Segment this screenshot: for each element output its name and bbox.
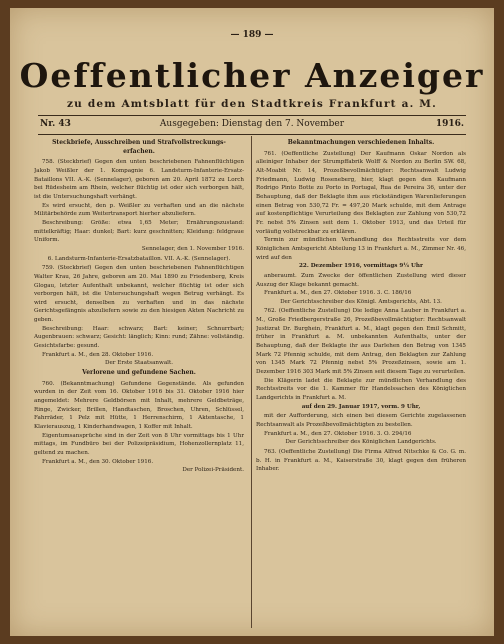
issue-year: 1916. — [435, 119, 464, 129]
notice-758-signer: 6. Landsturm-Infanterie-Ersatzbataillon. VII. A.-K. (Sennelager). — [47, 255, 231, 262]
newspaper-page — [10, 8, 494, 636]
right-column — [256, 138, 466, 628]
masthead: Oeffentlicher Anzeiger — [19, 56, 485, 95]
notice-759-date: Frankfurt a. M., den 28. Oktober 1916. — [42, 351, 154, 358]
notice-762-signer: Der Gerichtsschreiber des Königlichen Landgerichts. — [285, 439, 437, 446]
notice-759: 759. (Steckbrief) Gegen den unten beschriebenen Fahnenflüchtigen Walter Krau, 26 Jahre, geboren am 20. Mai 1890 zu Friedenberg, Kreis Glogau, letzter Aufenthalt unbekannt, welcher flüchtig ist oder sich verborgen hält, ist die Untersuchungshaft wegen Betrug verhängt. Es wird ersucht, denselben zu verhaften und in das nächste Gerichtsgefängnis abzuliefern sowie zu den hiesigen Akten Nachricht zu geben. — [34, 265, 244, 324]
notice-762-summons: Die Klägerin ladet die Beklagte zur mündlichen Verhandlung des Rechtsstreits vor die 1. Kammer für Handelssachen des Königlichen Landgerichts in Frankfurt a. M. — [256, 377, 466, 402]
notice-758-request: Es wird ersucht, den p. Weißler zu verhaften und an die nächste Militärbehörde zum Weitertransport hierher abzuliefern. — [34, 202, 244, 218]
notice-762-instructions: mit der Aufforderung, sich einen bei diesem Gerichte zugelassenen Rechtsanwalt als Prozeßbevollmächtigten zu bestellen. — [256, 413, 466, 428]
notice-762: 762. (Oeffentliche Zustellung) Die ledige Anna Lauber in Frankfurt a. M., Große Friedbergerstraße 26, Prozeßbevollmächtigter: Rechtsanwalt Justizrat Dr. Burghein, Frankfurt a. M., klagt gegen den Emil Schmitt, früher in Frankfurt a. M. unbekannten Aufenthalts, unter der Behauptung, daß der Beklagte ihr aus Darlehen den Betrag von 1345 Mark 72 Pfennig schulde, mit dem Antrag, den Beklagten zur Zahlung von 1345 Mark 72 Pfennig nebst 5% Prozeßzinsen, sowie am 1. Dezember 1916 303 Mark mit 5% Zinsen seit diesem Tage zu verurteilen. — [256, 308, 466, 376]
notice-761-term: Termin zur mündlichen Verhandlung des Rechtsstreits vor dem Königlichen Amtsgericht Abteilung 13 in Frankfurt a. M., Zimmer Nr. 46, wird auf den — [256, 237, 466, 261]
notice-760-date: Frankfurt a. M., den 30. Oktober 1916. — [42, 458, 154, 465]
section-title-lost-found: Verlorene und gefundene Sachen. — [82, 369, 196, 377]
notice-761-date: Frankfurt a. M., den 27. Oktober 1916. 3. C. 186/16 — [264, 290, 412, 297]
notice-758-description: Beschreibung: Größe: etwa 1,65 Meter; Ernährungszustand: mittelkräftig; Haar: dunkel; Bart: kurz geschnitten; Kleidung: feldgraue Uniform. — [34, 219, 244, 244]
notice-761-hearing: 22. Dezember 1916, vormittags 9¼ Uhr — [299, 263, 423, 270]
header-rule-bottom — [38, 134, 466, 135]
notice-760-signer: Der Polizei-Präsident. — [182, 467, 244, 474]
issue-number: Nr. 43 — [40, 119, 71, 129]
notice-760-claims: Eigentumsansprüche sind in der Zeit von 8 Uhr vormittags bis 1 Uhr mittags, im Fundbüro bei der Polizeipräsidium, Hohenzollernplatz 11, geltend zu machen. — [34, 432, 244, 456]
column-divider — [251, 136, 252, 628]
notice-761-service: anberaumt. Zum Zwecke der öffentlichen Zustellung wird dieser Auszug der Klage bekannt gemacht. — [256, 272, 466, 288]
notice-759-description: Beschreibung: Haar: schwarz; Bart: keiner; Schnurrbart; Augenbrauen: schwarz; Gesicht: länglich; Kinn: rund; Zähne: vollständig. Gesichtsfarbe: gesund. — [34, 325, 244, 350]
issue-date: Ausgegeben: Dienstag den 7. November — [159, 119, 345, 129]
notice-762-date: Frankfurt a. M., den 27. Oktober 1916. 3. O. 294/16 — [264, 430, 412, 437]
notice-758: 758. (Steckbrief) Gegen den unten beschriebenen Fahnenflüchtigen Jakob Weißler der 1. Kompagnie 6. Landsturm-Infanterie-Ersatz-Bataillons VII. A.-K. (Sennelager), geboren am 20. April 1872 zu Lorch bei Rüdesheim am Rhein, welcher flüchtig ist oder sich verborgen hält, ist die Untersuchungshaft verhängt. — [34, 159, 244, 200]
left-column — [34, 138, 244, 628]
notice-763: 763. (Oeffentliche Zustellung) Die Firma Alfred Nitschke & Co. G. m. b. H. in Frankfurt a. M., Kaiserstraße 30, klagt gegen den früheren Inhaber. — [256, 448, 466, 473]
notice-762-hearing: auf den 29. Januar 1917, vorm. 9 Uhr, — [301, 403, 421, 410]
page-number: — 189 — — [230, 30, 274, 40]
subtitle: zu dem Amtsblatt für den Stadtkreis Frankfurt a. M. — [67, 98, 437, 110]
notice-761: 761. (Oeffentliche Zustellung) Der Kaufmann Oskar Nordon als alleiniger Inhaber der Strumpffabrik Wolff & Nordon zu Berlin SW. 68, Alt-Moabit Nr. 14, Prozeßbevollmächtigter: Rechtsanwalt Ludwig Friedmann, Ludwig Roseneberg, hier, klagt gegen den Kaufmann Rodrigo Pinto Botte zu Porto in Portugal, Rua de Pereira 36, unter der Behauptung, daß der Beklagte ihm aus rückständigen Warenlieferungen einen Betrag von 530,72 Fr. = 497,20 Mark schulde, mit dem Antrage auf kostenpflichtige Verurteilung des Beklagten zur Zahlung von 530,72 Fr. nebst 5% Zinsen seit dem 1. Oktober 1913, und das Urteil für vorläufig vollstreckbar zu erklären. — [256, 150, 466, 235]
notice-758-date: Sennelager, den 1. November 1916. — [141, 245, 244, 252]
notice-760: 760. (Bekanntmachung) Gefundene Gegenstände. Als gefunden wurden in der Zeit vom 16. Oktober 1916 bis 31. Oktober 1916 hier angemeldet: Mehrere Geldbörsen mit Inhalt, mehrere Geldbeträge, Ringe, Zwicker, Brillen, Handtaschen, Broschen, Uhren, Schlüssel, Fahrräder, 1 Pelz mit Hütte, 1 Herrenschirm, 1 Aktentasche, 1 Klavierauszug, 1 Kinderhandwagen, 1 Koffer mit Inhalt. — [34, 380, 244, 430]
issue-bar — [38, 119, 466, 133]
notice-761-signer: Der Gerichtsschreiber des Königl. Amtsgerichts, Abt. 13. — [280, 298, 442, 305]
section-title-wanted: Steckbriefe, Ausschreiben und Strafvollstreckungs- erfachen. — [52, 139, 226, 155]
notice-759-signer: Der Erste Staatsanwalt. — [105, 360, 173, 367]
section-title-misc: Bekanntmachungen verschiedenen Inhalts. — [287, 139, 435, 146]
header-rule-top — [38, 115, 466, 116]
